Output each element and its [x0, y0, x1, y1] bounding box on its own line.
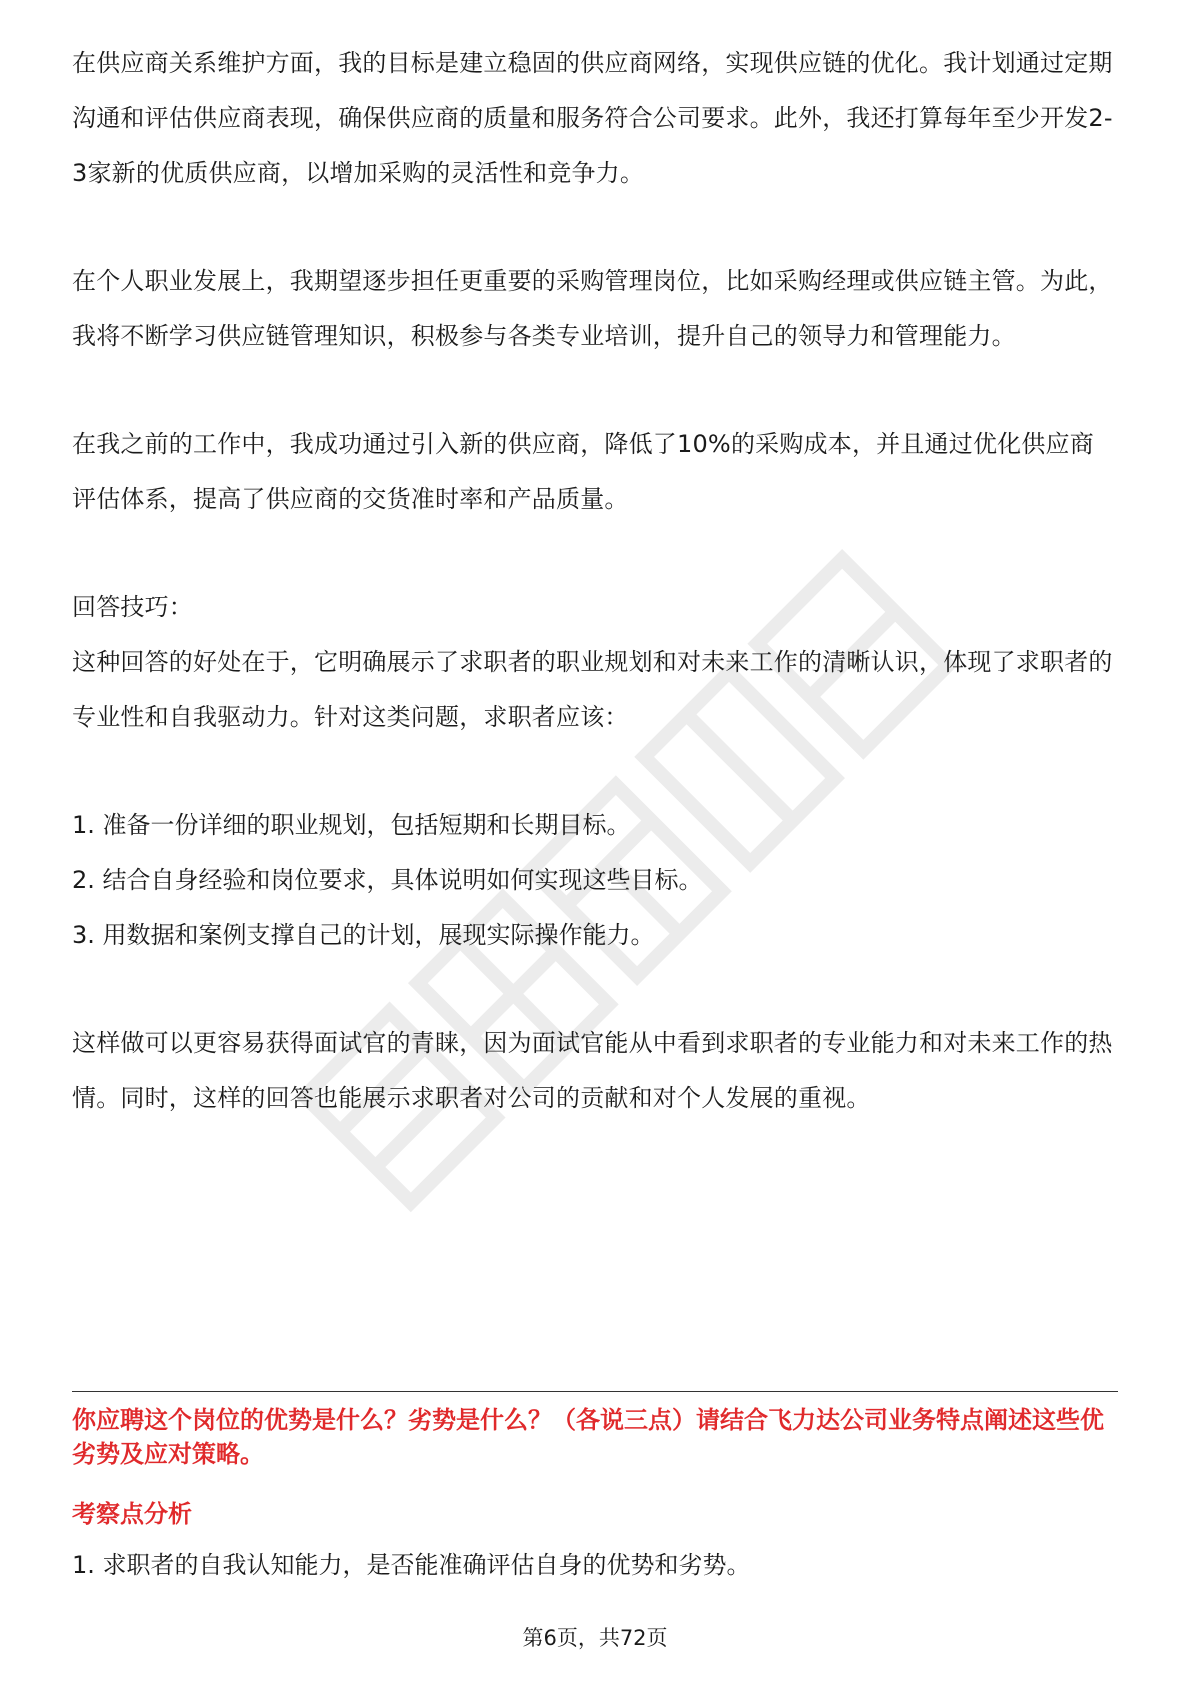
analysis-title: 考察点分析 [72, 1500, 192, 1528]
list-item: 1. 准备一份详细的职业规划，包括短期和长期目标。 [72, 811, 631, 839]
spacer [72, 963, 1118, 1016]
spacer [72, 364, 1118, 417]
page-number: 第6页，共72页 [522, 1626, 668, 1650]
paragraph-supplier-relations: 在供应商关系维护方面，我的目标是建立稳固的供应商网络，实现供应链的优化。我计划通过定期沟通和评估供应商表现，确保供应商的质量和服务符合公司要求。此外，我还打算每年至少开发2-3家新的优质供应商，以增加采购的灵活性和竞争力。 [72, 49, 1113, 187]
paragraph-past-achievement: 在我之前的工作中，我成功通过引入新的供应商，降低了10%的采购成本，并且通过优化供应商评估体系，提高了供应商的交货准时率和产品质量。 [72, 430, 1094, 513]
list-item: 3. 用数据和案例支撑自己的计划，展现实际操作能力。 [72, 921, 655, 949]
analysis-item: 1. 求职者的自我认知能力，是否能准确评估自身的优势和劣势。 [72, 1551, 751, 1579]
tips-label: 回答技巧： [72, 593, 193, 621]
body-content [72, 36, 1118, 1126]
spacer [72, 527, 1118, 580]
paragraph-conclusion: 这样做可以更容易获得面试官的青睐，因为面试官能从中看到求职者的专业能力和对未来工作的热情。同时，这样的回答也能展示求职者对公司的贡献和对个人发展的重视。 [72, 1029, 1113, 1112]
interview-question: 你应聘这个岗位的优势是什么？劣势是什么？（各说三点）请结合飞力达公司业务特点阐述这些优劣势及应对策略。 [72, 1406, 1104, 1468]
paragraph-tips-intro: 这种回答的好处在于，它明确展示了求职者的职业规划和对未来工作的清晰认识，体现了求职者的专业性和自我驱动力。针对这类问题，求职者应该： [72, 648, 1113, 731]
section-divider [72, 1391, 1118, 1392]
spacer [72, 201, 1118, 254]
list-item: 2. 结合自身经验和岗位要求，具体说明如何实现这些目标。 [72, 866, 703, 894]
paragraph-career-development: 在个人职业发展上，我期望逐步担任更重要的采购管理岗位，比如采购经理或供应链主管。为此，我将不断学习供应链管理知识，积极参与各类专业培训，提升自己的领导力和管理能力。 [72, 267, 1113, 350]
spacer [72, 745, 1118, 798]
